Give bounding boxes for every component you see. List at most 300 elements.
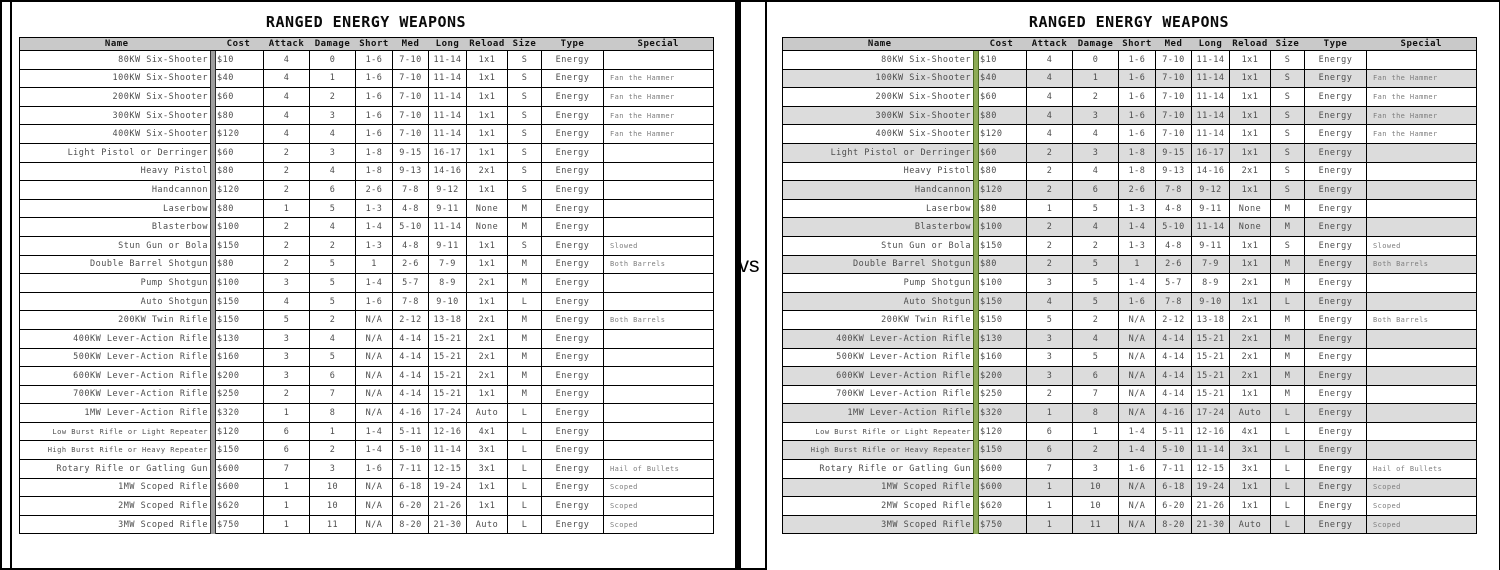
cell-name: Heavy Pistol [20,162,214,181]
cell-type: Energy [542,292,604,311]
cell-med: 7-11 [393,460,429,479]
col-header-attack: Attack [264,38,310,51]
cell-name: 700KW Lever-Action Rifle [783,385,977,404]
col-header-name: Name [783,38,977,51]
cell-name: 600KW Lever-Action Rifle [783,367,977,386]
cell-cost: $150 [214,441,264,460]
cell-type: Energy [542,515,604,534]
cell-cost: $750 [977,515,1027,534]
cell-attack: 4 [264,125,310,144]
cell-name: High Burst Rifle or Heavy Repeater [20,441,214,460]
cell-short: N/A [356,385,393,404]
cell-med: 6-18 [393,478,429,497]
cell-size: M [1271,367,1305,386]
cell-med: 4-8 [1156,236,1192,255]
cell-short: 1-4 [356,274,393,293]
cell-attack: 1 [264,515,310,534]
cell-med: 7-10 [393,106,429,125]
cell-cost: $120 [977,125,1027,144]
cell-short: 1-6 [1119,292,1156,311]
cell-size: L [508,478,542,497]
cell-long: 12-15 [429,460,467,479]
col-header-reload: Reload [1230,38,1271,51]
cell-attack: 1 [1027,199,1073,218]
cell-size: M [1271,199,1305,218]
table-row [783,236,1477,255]
cell-short: N/A [1119,404,1156,423]
table-row [20,367,714,386]
cell-attack: 1 [1027,497,1073,516]
cell-name: Handcannon [783,181,977,200]
cell-attack: 1 [264,497,310,516]
cell-size: M [508,385,542,404]
table-row [783,88,1477,107]
cell-type: Energy [542,255,604,274]
cell-reload: 1x1 [1230,255,1271,274]
cell-short: N/A [356,497,393,516]
cell-attack: 4 [1027,106,1073,125]
cell-attack: 4 [1027,292,1073,311]
cell-attack: 1 [1027,404,1073,423]
cell-size: L [508,460,542,479]
cell-special: Scoped [1367,497,1477,516]
cell-cost: $750 [214,515,264,534]
cell-name: Rotary Rifle or Gatling Gun [20,460,214,479]
cell-reload: 1x1 [1230,236,1271,255]
cell-damage: 10 [310,478,356,497]
cell-type: Energy [1305,292,1367,311]
cell-special [1367,218,1477,237]
cell-size: S [508,162,542,181]
cell-attack: 2 [264,162,310,181]
table-row [783,125,1477,144]
cell-long: 11-14 [429,441,467,460]
cell-long: 9-11 [429,236,467,255]
col-header-size: Size [508,38,542,51]
cell-damage: 8 [310,404,356,423]
cell-attack: 3 [264,348,310,367]
cell-cost: $80 [977,106,1027,125]
table-body [20,51,714,534]
cell-size: S [508,181,542,200]
cell-short: 2-6 [356,181,393,200]
cell-damage: 3 [1073,143,1119,162]
cell-size: S [1271,106,1305,125]
cell-med: 5-11 [1156,422,1192,441]
cell-reload: Auto [467,515,508,534]
cell-reload: Auto [467,404,508,423]
cell-reload: None [1230,218,1271,237]
cell-special: Both Barrels [604,255,714,274]
cell-damage: 5 [1073,274,1119,293]
cell-type: Energy [1305,106,1367,125]
cell-long: 7-9 [1192,255,1230,274]
cell-med: 5-10 [1156,218,1192,237]
cell-name: 200KW Twin Rifle [20,311,214,330]
cell-attack: 7 [1027,460,1073,479]
cell-name: 400KW Lever-Action Rifle [783,329,977,348]
cell-attack: 2 [264,181,310,200]
cell-special [604,274,714,293]
cell-cost: $40 [977,69,1027,88]
cell-short: 1-6 [1119,106,1156,125]
cell-reload: 1x1 [467,106,508,125]
cell-size: S [508,88,542,107]
cell-short: 1-6 [356,292,393,311]
cell-long: 15-21 [429,329,467,348]
cell-damage: 6 [1073,367,1119,386]
cell-name: 400KW Six-Shooter [783,125,977,144]
cell-special [1367,181,1477,200]
cell-name: Laserbow [783,199,977,218]
cell-reload: None [467,199,508,218]
cell-damage: 5 [1073,199,1119,218]
cell-reload: 1x1 [467,478,508,497]
cell-damage: 8 [1073,404,1119,423]
cell-attack: 1 [264,199,310,218]
cell-reload: 2x1 [1230,162,1271,181]
cell-reload: 1x1 [467,69,508,88]
cell-name: 2MW Scoped Rifle [783,497,977,516]
cell-long: 11-14 [429,69,467,88]
cell-med: 9-13 [393,162,429,181]
cell-size: S [1271,162,1305,181]
cell-special: Both Barrels [1367,255,1477,274]
cell-damage: 5 [310,199,356,218]
cell-cost: $60 [977,88,1027,107]
cell-damage: 5 [310,292,356,311]
cell-special [604,348,714,367]
cell-attack: 1 [264,404,310,423]
cell-damage: 2 [1073,236,1119,255]
cell-type: Energy [1305,385,1367,404]
cell-short: 1-6 [356,125,393,144]
cell-med: 6-20 [1156,497,1192,516]
page-title: RANGED ENERGY WEAPONS [1028,13,1230,31]
col-header-long: Long [1192,38,1230,51]
cell-damage: 5 [1073,348,1119,367]
cell-special: Fan the Hammer [604,125,714,144]
cell-cost: $10 [214,51,264,70]
cell-reload: 1x1 [467,143,508,162]
cell-type: Energy [542,51,604,70]
cell-damage: 5 [1073,292,1119,311]
cell-cost: $80 [977,162,1027,181]
cell-med: 5-10 [393,441,429,460]
cell-damage: 6 [310,367,356,386]
table-row [20,236,714,255]
cell-attack: 2 [1027,218,1073,237]
cell-type: Energy [542,404,604,423]
cell-type: Energy [1305,199,1367,218]
cell-cost: $600 [977,460,1027,479]
cell-type: Energy [542,162,604,181]
cell-damage: 4 [1073,125,1119,144]
cell-attack: 5 [1027,311,1073,330]
cell-reload: 1x1 [467,255,508,274]
cell-special [1367,162,1477,181]
cell-med: 7-8 [393,181,429,200]
cell-name: 700KW Lever-Action Rifle [20,385,214,404]
table-row [20,51,714,70]
cell-med: 4-14 [393,385,429,404]
col-header-damage: Damage [1073,38,1119,51]
cell-damage: 4 [1073,329,1119,348]
cell-reload: 3x1 [1230,460,1271,479]
cell-med: 4-8 [1156,199,1192,218]
cell-type: Energy [542,497,604,516]
table-row [20,218,714,237]
cell-cost: $130 [214,329,264,348]
cell-special: Scoped [604,515,714,534]
cell-attack: 6 [264,441,310,460]
cell-short: 1 [1119,255,1156,274]
cell-damage: 2 [310,88,356,107]
cell-type: Energy [542,367,604,386]
table-row [20,162,714,181]
cell-short: 1-8 [1119,143,1156,162]
table-row [20,497,714,516]
cell-size: L [508,441,542,460]
cell-med: 5-10 [393,218,429,237]
cell-special [1367,143,1477,162]
cell-cost: $60 [977,143,1027,162]
cell-long: 15-21 [429,348,467,367]
cell-long: 11-14 [429,125,467,144]
cell-cost: $160 [977,348,1027,367]
cell-name: Auto Shotgun [20,292,214,311]
cell-reload: 1x1 [467,51,508,70]
table-header [783,38,1477,51]
cell-damage: 4 [1073,218,1119,237]
cell-long: 9-11 [429,199,467,218]
col-header-short: Short [356,38,393,51]
cell-type: Energy [542,422,604,441]
cell-special: Scoped [1367,478,1477,497]
cell-name: 200KW Six-Shooter [20,88,214,107]
cell-damage: 3 [1073,106,1119,125]
table-row [20,106,714,125]
cell-med: 7-10 [393,51,429,70]
table-row [783,274,1477,293]
cell-med: 4-14 [1156,385,1192,404]
cell-cost: $80 [214,199,264,218]
cell-cost: $100 [214,274,264,293]
cell-damage: 10 [1073,497,1119,516]
cell-type: Energy [1305,69,1367,88]
cell-long: 9-10 [429,292,467,311]
cell-size: L [508,422,542,441]
cell-attack: 2 [264,218,310,237]
cell-attack: 4 [1027,88,1073,107]
col-header-reload: Reload [467,38,508,51]
cell-type: Energy [542,274,604,293]
cell-long: 11-14 [429,88,467,107]
cell-cost: $160 [214,348,264,367]
cell-reload: None [467,218,508,237]
cell-type: Energy [542,199,604,218]
cell-size: L [508,404,542,423]
cell-damage: 11 [310,515,356,534]
cell-med: 2-6 [1156,255,1192,274]
cell-reload: 2x1 [467,311,508,330]
cell-special: Slowed [1367,236,1477,255]
cell-short: 1-6 [1119,88,1156,107]
cell-special [604,181,714,200]
cell-cost: $40 [214,69,264,88]
cell-attack: 4 [264,51,310,70]
cell-name: Laserbow [20,199,214,218]
cell-special [604,422,714,441]
cell-attack: 3 [264,367,310,386]
cell-size: M [508,255,542,274]
cell-size: L [1271,460,1305,479]
cell-attack: 4 [264,292,310,311]
cell-special [604,329,714,348]
cell-special: Both Barrels [604,311,714,330]
cell-name: Handcannon [20,181,214,200]
cell-type: Energy [1305,143,1367,162]
cell-reload: 2x1 [467,367,508,386]
cell-damage: 4 [310,218,356,237]
table-row [20,441,714,460]
cell-short: N/A [356,311,393,330]
cell-long: 19-24 [1192,478,1230,497]
cell-reload: Auto [1230,404,1271,423]
cell-long: 15-21 [429,367,467,386]
cell-damage: 2 [1073,441,1119,460]
table-row [20,329,714,348]
cell-type: Energy [1305,125,1367,144]
cell-cost: $100 [214,218,264,237]
cell-size: M [508,199,542,218]
cell-cost: $150 [977,311,1027,330]
cell-med: 4-14 [393,367,429,386]
cell-name: 300KW Six-Shooter [20,106,214,125]
table-row [20,274,714,293]
cell-size: L [508,292,542,311]
cell-damage: 4 [310,125,356,144]
cell-med: 4-8 [393,199,429,218]
table-row [783,478,1477,497]
cell-long: 13-18 [1192,311,1230,330]
cell-name: 200KW Six-Shooter [783,88,977,107]
cell-reload: 3x1 [1230,441,1271,460]
cell-damage: 2 [1073,311,1119,330]
col-header-size: Size [1271,38,1305,51]
cell-long: 11-14 [1192,69,1230,88]
cell-attack: 2 [1027,162,1073,181]
cell-type: Energy [542,143,604,162]
table-row [20,385,714,404]
cell-med: 8-20 [1156,515,1192,534]
cell-reload: 2x1 [467,274,508,293]
cell-long: 8-9 [429,274,467,293]
cell-name: 300KW Six-Shooter [783,106,977,125]
cell-name: 1MW Lever-Action Rifle [20,404,214,423]
table-row [783,329,1477,348]
cell-long: 7-9 [429,255,467,274]
cell-damage: 5 [1073,255,1119,274]
cell-special: Scoped [604,497,714,516]
cell-damage: 1 [1073,422,1119,441]
cell-cost: $120 [214,181,264,200]
cell-damage: 4 [310,162,356,181]
cell-med: 4-8 [393,236,429,255]
cell-short: 1-3 [356,199,393,218]
cell-attack: 7 [264,460,310,479]
page-title: RANGED ENERGY WEAPONS [265,13,467,31]
cell-attack: 2 [264,143,310,162]
cell-type: Energy [1305,51,1367,70]
cell-attack: 2 [1027,181,1073,200]
cell-name: Auto Shotgun [783,292,977,311]
cell-type: Energy [1305,497,1367,516]
cell-med: 4-14 [1156,329,1192,348]
cell-attack: 6 [1027,441,1073,460]
cell-special: Hail of Bullets [1367,460,1477,479]
table-row [20,311,714,330]
table-row [783,404,1477,423]
cell-reload: 4x1 [1230,422,1271,441]
cell-type: Energy [1305,181,1367,200]
cell-name: Low Burst Rifle or Light Repeater [783,422,977,441]
cell-damage: 0 [1073,51,1119,70]
cell-size: L [1271,441,1305,460]
cell-type: Energy [1305,255,1367,274]
cell-cost: $150 [214,292,264,311]
cell-cost: $80 [214,162,264,181]
cell-reload: 2x1 [1230,329,1271,348]
cell-type: Energy [1305,162,1367,181]
cell-reload: 2x1 [467,329,508,348]
cell-med: 5-7 [1156,274,1192,293]
cell-name: 1MW Lever-Action Rifle [783,404,977,423]
col-header-type: Type [542,38,604,51]
cell-attack: 2 [1027,385,1073,404]
table-row [20,125,714,144]
cell-reload: 1x1 [1230,51,1271,70]
table-row [783,348,1477,367]
cell-size: S [1271,51,1305,70]
cell-size: M [1271,255,1305,274]
cell-long: 8-9 [1192,274,1230,293]
cell-reload: 1x1 [1230,106,1271,125]
table-row [783,181,1477,200]
col-header-long: Long [429,38,467,51]
cell-attack: 1 [1027,478,1073,497]
cell-reload: 1x1 [1230,69,1271,88]
col-header-special: Special [1367,38,1477,51]
cell-type: Energy [1305,329,1367,348]
cell-long: 19-24 [429,478,467,497]
table-row [20,460,714,479]
cell-special [604,199,714,218]
cell-type: Energy [1305,311,1367,330]
cell-type: Energy [1305,274,1367,293]
cell-size: L [1271,515,1305,534]
cell-reload: None [1230,199,1271,218]
cell-name: 1MW Scoped Rifle [783,478,977,497]
cell-damage: 4 [1073,162,1119,181]
cell-short: 1-4 [356,441,393,460]
cell-type: Energy [542,106,604,125]
cell-name: 80KW Six-Shooter [783,51,977,70]
cell-name: Blasterbow [20,218,214,237]
cell-attack: 1 [264,478,310,497]
cell-size: L [1271,404,1305,423]
cell-special [604,162,714,181]
